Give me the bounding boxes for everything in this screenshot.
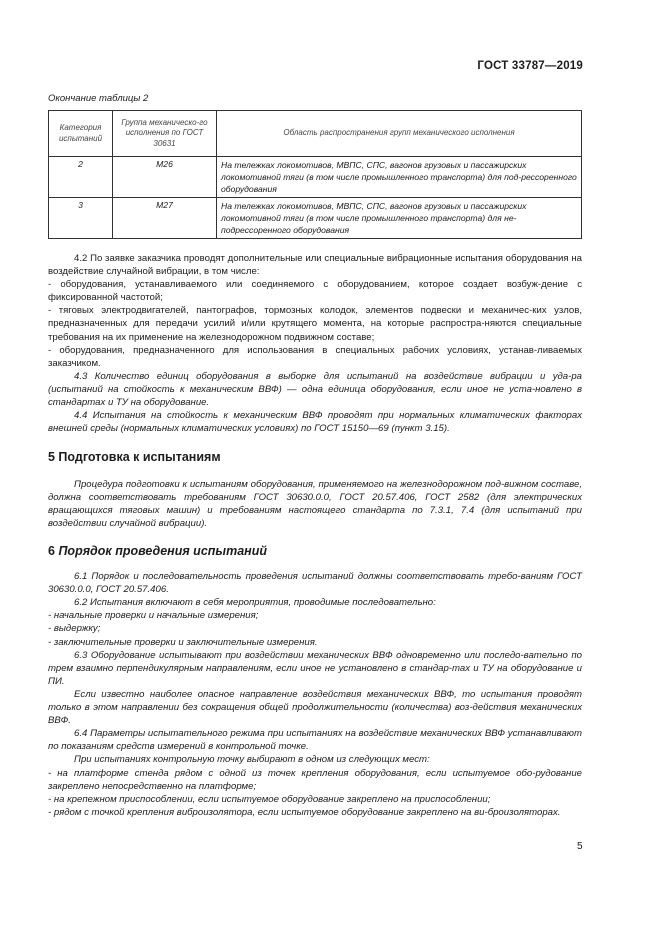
list-item: - тяговых электродвигателей, пантографов, тормозных колодок, элементов подвески и механичес-ких узлов, предназначенных для передачи усилий и/или крутящего момента, на которые распростра-няются специальные требования на их применение на железнодорожном подвижном составе; <box>48 305 582 343</box>
paragraph-4-2: 4.2 По заявке заказчика проводят дополнительные или специальные вибрационные испытания оборудования на воздействие случайной вибрации, в том числе: <box>48 253 582 278</box>
paragraph-4-3: 4.3 Количество единиц оборудования в выборке для испытаний на воздействие вибрации и уда-ра (испытаний на стойкость к механическим ВВФ) — одна единица оборудования, если иное не уста-новлено в стандартах и ТУ на оборудование. <box>48 370 582 409</box>
page-number: 5 <box>577 841 583 852</box>
list-item: - оборудования, предназначенного для использования в специальных рабочих условиях, устанав-ливаемых заказчиком. <box>48 344 582 369</box>
cell-category: 3 <box>49 198 113 239</box>
list-item: - заключительные проверки и заключительные измерения. <box>48 636 318 648</box>
paragraph-6-3-b: Если известно наиболее опасное направление воздействия механических ВВФ, то испытания проводят только в этом направлении без сокращения общей продолжительности (количества) воз-действия механических ВВФ. <box>48 688 582 727</box>
mechanical-groups-table <box>48 110 582 239</box>
paragraph-6-2: 6.2 Испытания включают в себя мероприятия, проводимые последовательно: <box>74 597 436 609</box>
paragraph-6-4-b: При испытаниях контрольную точку выбирают в одном из следующих мест: <box>74 754 430 766</box>
cell-area: На тележках локомотивов, МВПС, СПС, вагонов грузовых и пассажирских локомотивной тяги (в том числе промышленного транспорта) для под-рессоренного оборудования <box>217 157 582 198</box>
header-category: Категория испытаний <box>49 111 113 157</box>
section-5-title: 5 Подготовка к испытаниям <box>48 450 221 464</box>
section-6-title <box>48 545 582 558</box>
section-5 <box>48 451 582 530</box>
section-4-continued <box>48 252 582 435</box>
cell-area: На тележках локомотивов, МВПС, СПС, вагонов грузовых и пассажирских локомотивной тяги (в том числе промышленного транспорта) для не-подрессоренного оборудования <box>217 198 582 239</box>
list-item: - на крепежном приспособлении, если испытуемое оборудование закреплено на приспособлении; <box>48 793 491 805</box>
paragraph-6-1: 6.1 Порядок и последовательность проведения испытаний должны соответствовать требо-ваниям ГОСТ 30630.0.0, ГОСТ 20.57.406. <box>48 571 582 596</box>
paragraph-6-3: 6.3 Оборудование испытывают при воздействии механических ВВФ одновременно или последо-вательно по трем взаимно перпендикулярным направлениям, если иное не установлено в стандар-тах и ТУ на оборудование и ПИ. <box>48 649 582 687</box>
table-caption: Окончание таблицы 2 <box>48 93 149 104</box>
list-item: - рядом с точкой крепления виброизолятора, если испытуемое оборудование закреплено на ви-броизоляторах. <box>48 806 561 818</box>
list-item: - выдержку; <box>48 623 101 635</box>
section-6-number: 6 <box>48 544 55 558</box>
table-row <box>49 157 582 198</box>
paragraph-6-4: 6.4 Параметры испытательного режима при испытаниях на воздействие механических ВВФ устанавливают по показаниям средств измерений в контрольной точке. <box>48 728 582 753</box>
cell-category: 2 <box>49 157 113 198</box>
list-item: - начальные проверки и начальные измерения; <box>48 610 259 622</box>
section-6 <box>48 545 582 819</box>
header-area: Область распространения групп механического исполнения <box>217 111 582 157</box>
table-header-row <box>49 111 582 157</box>
paragraph-4-4: 4.4 Испытания на стойкость к механическим ВВФ проводят при нормальных климатических факторах внешней среды (нормальных климатических условиях) по ГОСТ 15150—69 (пункт 3.15). <box>48 410 582 435</box>
header-group: Группа механическо-го исполнения по ГОСТ 30631 <box>113 111 217 157</box>
list-item: - на платформе стенда рядом с одной из точек крепления оборудования, если испытуемое обо-рудование закреплено непосредственно на платформе; <box>48 767 582 792</box>
cell-group: M27 <box>113 198 217 239</box>
standard-code: ГОСТ 33787—2019 <box>477 60 583 72</box>
list-item: - оборудования, устанавливаемого или соединяемого с оборудованием, которое создает возбуж-дение с фиксированной частотой; <box>48 279 582 304</box>
section-5-text: Процедура подготовки к испытаниям оборудования, применяемого на железнодорожном под-вижном составе, должна соответствовать требованиям ГОСТ 30630.0.0, ГОСТ 20.57.406, ГОСТ 2582 (для электрических вращающихся тяговых машин) и требованиям настоящего стандарта по 7.3.1, 7.4 (для испытаний при воздействии случайной вибрации). <box>48 479 582 530</box>
cell-group: M26 <box>113 157 217 198</box>
section-6-title-text: Порядок проведения испытаний <box>58 544 267 558</box>
table-row <box>49 198 582 239</box>
